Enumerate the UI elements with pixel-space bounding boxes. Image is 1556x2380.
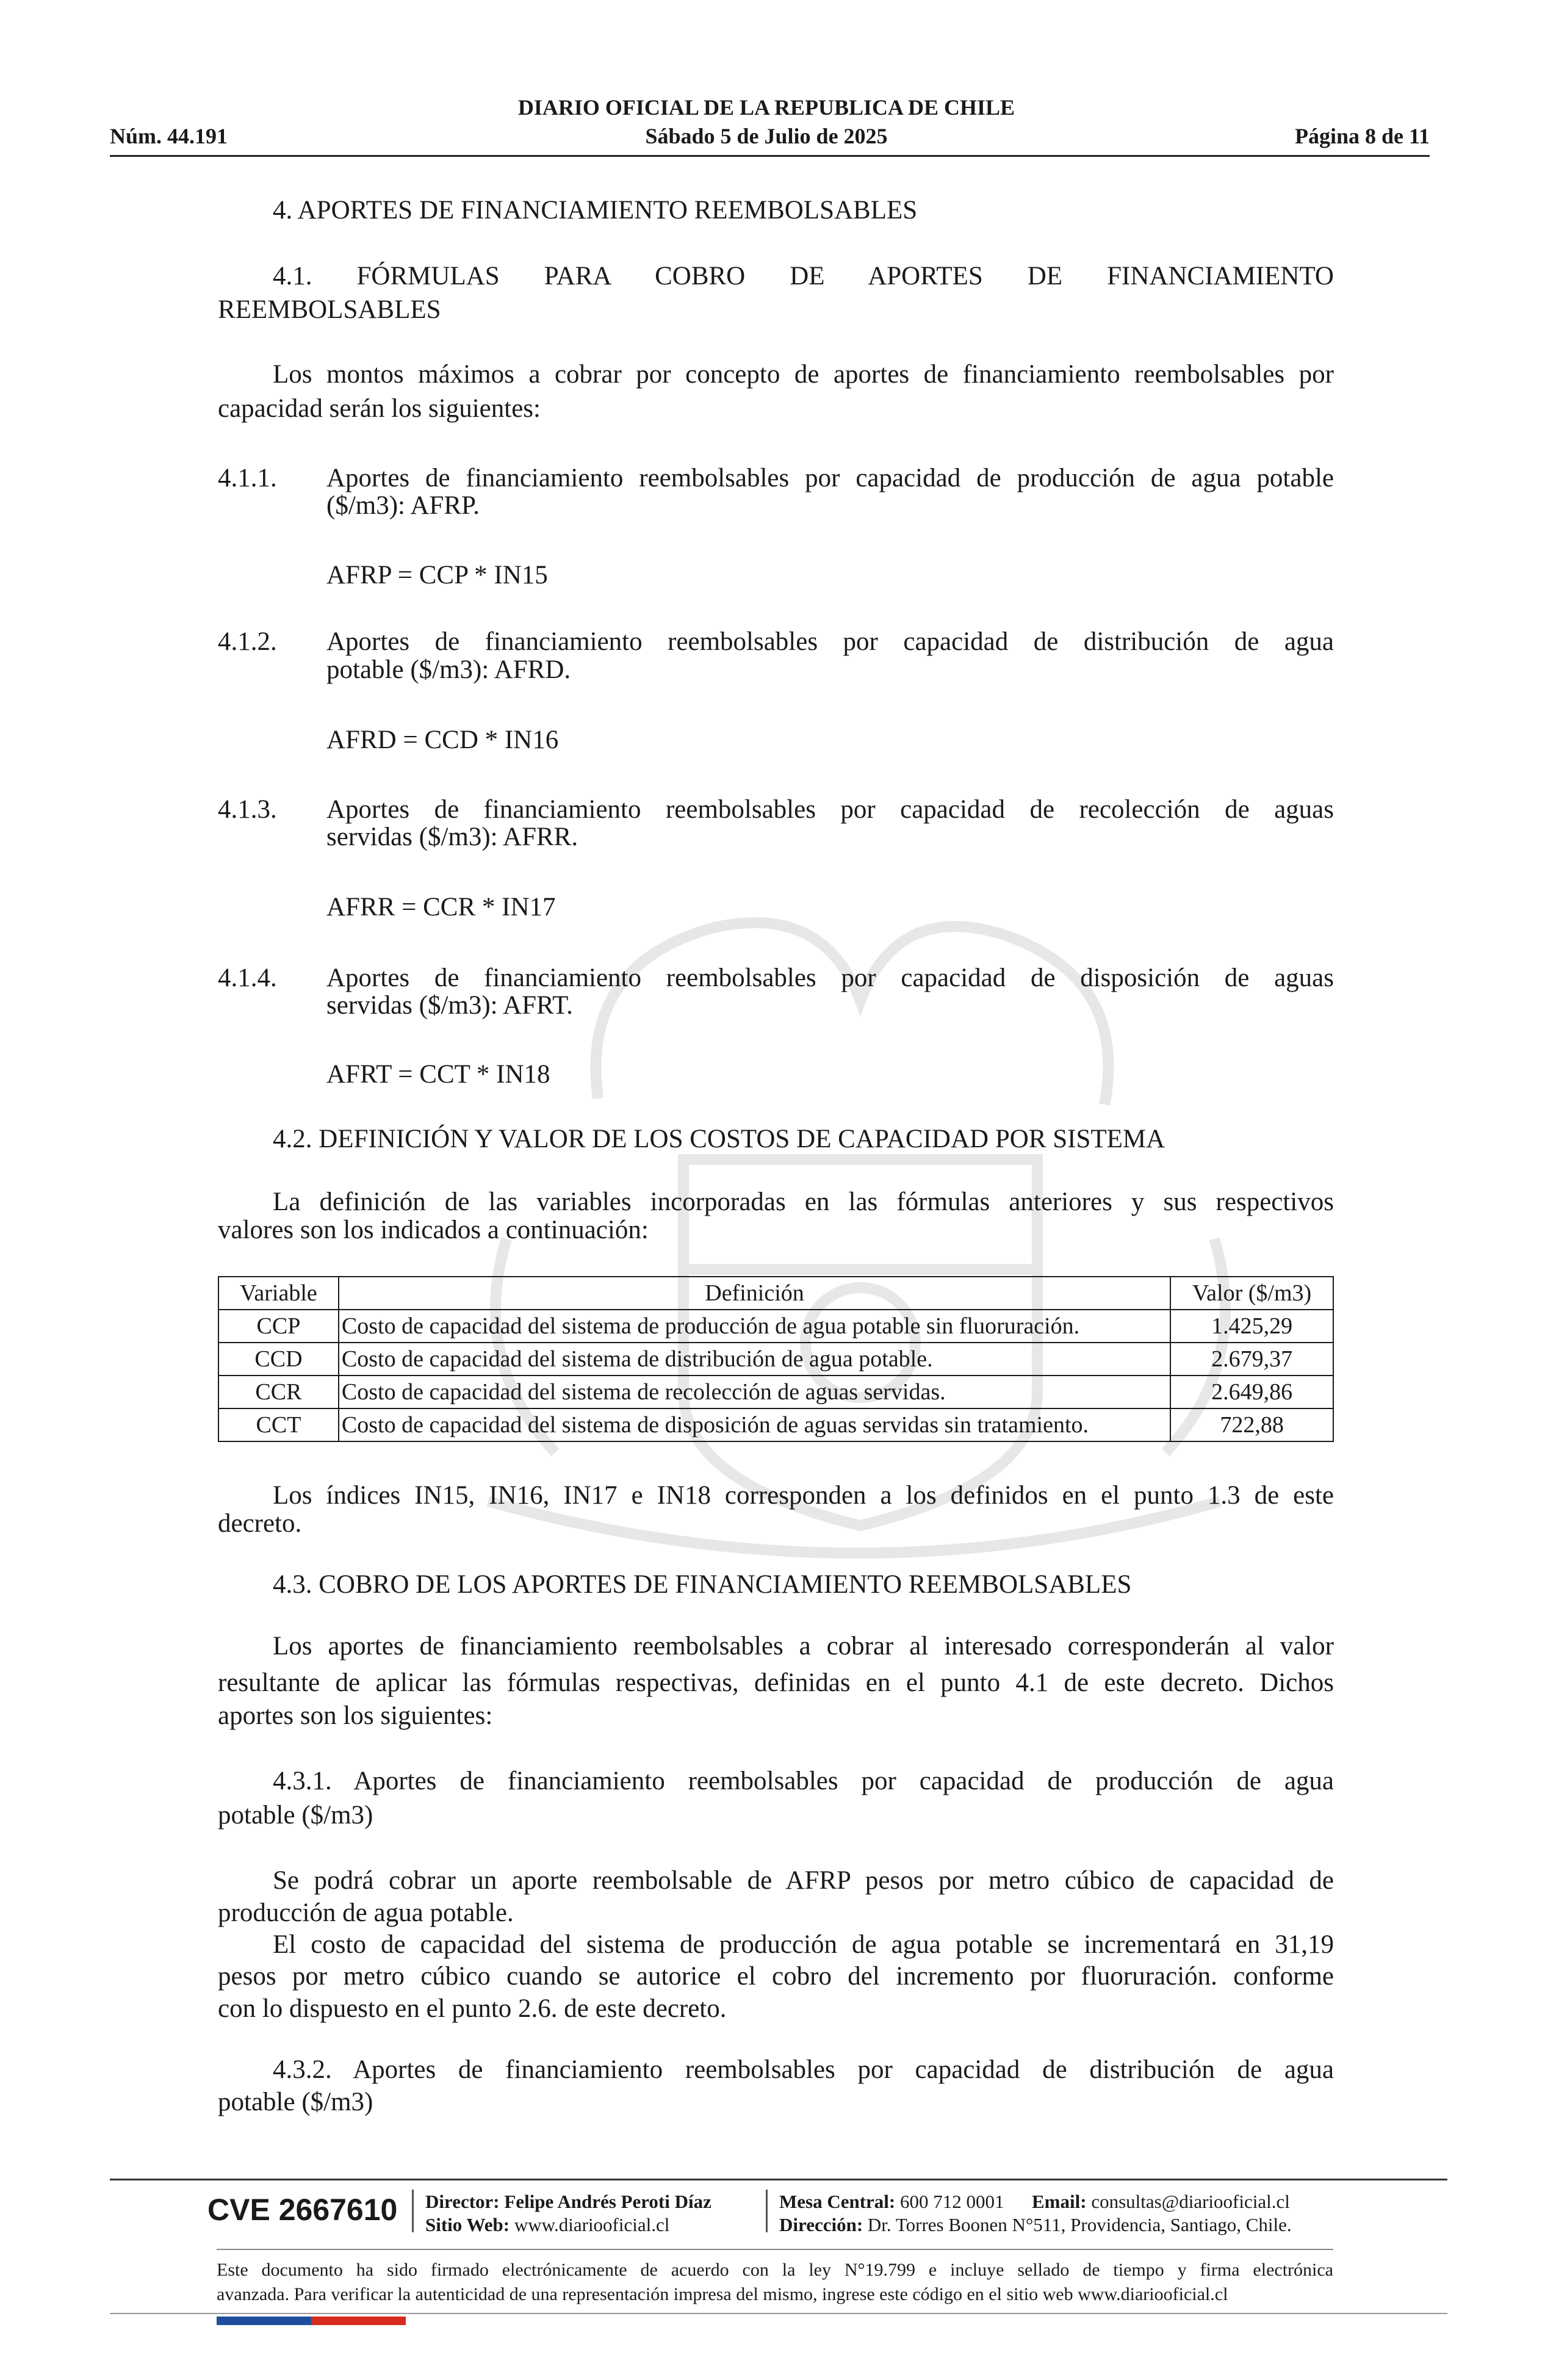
issue-number: Núm. 44.191: [110, 124, 228, 148]
legal-notice-line2: avanzada. Para verificar la autenticidad de una representación impresa del mismo, ingrese este código en el sitio web www.diariooficial.cl: [217, 2284, 1228, 2304]
section-4-3-1-paragraph-b-line1: El costo de capacidad del sistema de producción de agua potable se incrementará en 31,19: [273, 1930, 1334, 1959]
section-4-1-heading-line1: 4.1. FÓRMULAS PARA COBRO DE APORTES DE FINANCIAMIENTO: [273, 262, 1334, 290]
table-cell-value: 722,88: [1170, 1408, 1333, 1441]
issue-date: Sábado 5 de Julio de 2025: [645, 124, 888, 148]
cve-code: CVE 2667610: [207, 2193, 398, 2227]
item-text-line2: servidas ($/m3): AFRT.: [326, 991, 573, 1020]
formula: AFRR = CCR * IN17: [326, 893, 556, 921]
flag-stripe-red: [311, 2317, 406, 2325]
section-4-heading: 4. APORTES DE FINANCIAMIENTO REEMBOLSABLES: [273, 196, 918, 225]
director-label: Director:: [425, 2191, 500, 2212]
item-text-line1: Aportes de financiamiento reembolsables por capacidad de disposición de aguas: [326, 964, 1334, 992]
item-text-line1: Aportes de financiamiento reembolsables por capacidad de distribución de agua: [326, 627, 1334, 656]
address-value: Dr. Torres Boonen N°511, Providencia, Santiago, Chile.: [867, 2214, 1292, 2235]
section-4-1-heading-line2: REEMBOLSABLES: [218, 295, 441, 324]
header-rule: [110, 155, 1430, 157]
website-label: Sitio Web:: [425, 2214, 510, 2235]
table-cell-value: 1.425,29: [1170, 1310, 1333, 1343]
section-4-3-paragraph-line3: aportes son los siguientes:: [218, 1701, 493, 1730]
section-4-3-1-paragraph-b-line2: pesos por metro cúbico cuando se autorice el cobro del incremento por fluoruración. conforme: [218, 1962, 1334, 1991]
footer-rule-middle: [217, 2249, 1333, 2250]
table-cell-definition: Costo de capacidad del sistema de distribución de agua potable.: [339, 1343, 1170, 1376]
formula: AFRD = CCD * IN16: [326, 726, 559, 754]
item-text-line1: Aportes de financiamiento reembolsables por capacidad de producción de agua potable: [326, 464, 1334, 492]
table-row: [218, 1343, 1333, 1376]
email-link[interactable]: consultas@diariooficial.cl: [1091, 2191, 1290, 2212]
item-text-line2: potable ($/m3): AFRD.: [326, 655, 571, 684]
section-4-3-1-heading-line1: 4.3.1. Aportes de financiamiento reembolsables por capacidad de producción de agua: [273, 1767, 1334, 1795]
section-4-3-1-heading-line2: potable ($/m3): [218, 1801, 373, 1830]
item-text-line1: Aportes de financiamiento reembolsables por capacidad de recolección de aguas: [326, 795, 1334, 824]
footer-rule-bottom: [110, 2313, 1447, 2314]
footer-divider: [766, 2190, 768, 2232]
table-cell-variable: CCD: [218, 1343, 339, 1376]
table-cell-variable: CCT: [218, 1408, 339, 1441]
legal-notice-line1: Este documento ha sido firmado electrónicamente de acuerdo con la ley N°19.799 e incluye sellado de tiempo y firma electrónica: [217, 2260, 1333, 2280]
phone-label: Mesa Central:: [779, 2191, 896, 2212]
section-4-3-1-paragraph-b-line3: con lo dispuesto en el punto 2.6. de este decreto.: [218, 1994, 727, 2023]
item-number: 4.1.4.: [218, 964, 277, 992]
director-name: Felipe Andrés Peroti Díaz: [504, 2191, 711, 2212]
formula: AFRT = CCT * IN18: [326, 1060, 550, 1089]
capacity-cost-table: [218, 1276, 1334, 1442]
address-label: Dirección:: [779, 2214, 863, 2235]
table-cell-value: 2.679,37: [1170, 1343, 1333, 1376]
footer-director: [425, 2190, 711, 2214]
table-cell-definition: Costo de capacidad del sistema de producción de agua potable sin fluoruración.: [339, 1310, 1170, 1343]
column-header-definition: Definición: [339, 1277, 1170, 1310]
item-text-line2: servidas ($/m3): AFRR.: [326, 823, 578, 851]
column-header-value: Valor ($/m3): [1170, 1277, 1333, 1310]
table-cell-definition: Costo de capacidad del sistema de recolección de aguas servidas.: [339, 1376, 1170, 1408]
indices-paragraph-line1: Los índices IN15, IN16, IN17 e IN18 corresponden a los definidos en el punto 1.3 de este: [273, 1481, 1334, 1510]
footer-address: [779, 2213, 1292, 2237]
intro-paragraph-line2: capacidad serán los siguientes:: [218, 394, 541, 423]
section-4-2-paragraph-line1: La definición de las variables incorporadas en las fórmulas anteriores y sus respectivos: [273, 1188, 1334, 1216]
section-4-3-1-paragraph-a-line2: producción de agua potable.: [218, 1899, 514, 1927]
table-cell-value: 2.649,86: [1170, 1376, 1333, 1408]
footer-website: [425, 2213, 669, 2237]
section-4-3-paragraph-line2: resultante de aplicar las fórmulas respectivas, definidas en el punto 4.1 de este decreto. Dichos: [218, 1668, 1334, 1697]
item-number: 4.1.1.: [218, 464, 277, 492]
column-header-variable: Variable: [218, 1277, 339, 1310]
journal-title: DIARIO OFICIAL DE LA REPUBLICA DE CHILE: [517, 95, 1015, 120]
table-cell-definition: Costo de capacidad del sistema de disposición de aguas servidas sin tratamiento.: [339, 1408, 1170, 1441]
indices-paragraph-line2: decreto.: [218, 1509, 302, 1538]
footer-divider: [412, 2190, 414, 2232]
section-4-3-2-heading-line1: 4.3.2. Aportes de financiamiento reembolsables por capacidad de distribución de agua: [273, 2055, 1334, 2084]
item-number: 4.1.3.: [218, 795, 277, 824]
page-number: Página 8 de 11: [1294, 124, 1430, 148]
section-4-3-heading: 4.3. COBRO DE LOS APORTES DE FINANCIAMIENTO REEMBOLSABLES: [273, 1570, 1132, 1599]
section-4-3-paragraph-line1: Los aportes de financiamiento reembolsables a cobrar al interesado corresponderán al valor: [273, 1632, 1334, 1661]
table-row: [218, 1376, 1333, 1408]
footer-rule-top: [110, 2179, 1447, 2180]
table-cell-variable: CCP: [218, 1310, 339, 1343]
table-header-row: [218, 1277, 1333, 1310]
table-row: [218, 1310, 1333, 1343]
item-text-line2: ($/m3): AFRP.: [326, 491, 480, 520]
phone-value: 600 712 0001: [900, 2191, 1004, 2212]
item-number: 4.1.2.: [218, 627, 277, 656]
section-4-3-1-paragraph-a-line1: Se podrá cobrar un aporte reembolsable de AFRP pesos por metro cúbico de capacidad de: [273, 1866, 1334, 1895]
footer-contact: [779, 2190, 1290, 2214]
table-row: [218, 1408, 1333, 1441]
email-label: Email:: [1032, 2191, 1087, 2212]
website-link[interactable]: www.diariooficial.cl: [514, 2214, 670, 2235]
section-4-2-heading: 4.2. DEFINICIÓN Y VALOR DE LOS COSTOS DE CAPACIDAD POR SISTEMA: [273, 1125, 1165, 1153]
formula: AFRP = CCP * IN15: [326, 561, 548, 590]
table-cell-variable: CCR: [218, 1376, 339, 1408]
flag-stripe-blue: [217, 2317, 311, 2325]
section-4-3-2-heading-line2: potable ($/m3): [218, 2088, 373, 2116]
legal-notice: [217, 2258, 1333, 2307]
intro-paragraph-line1: Los montos máximos a cobrar por concepto de aportes de financiamiento reembolsables por: [273, 360, 1334, 389]
section-4-2-paragraph-line2: valores son los indicados a continuación:: [218, 1216, 649, 1244]
